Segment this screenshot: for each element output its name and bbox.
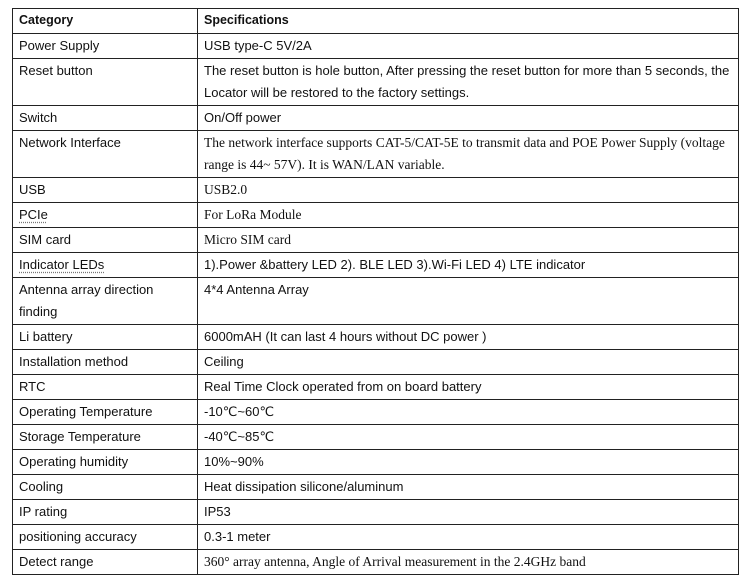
row-category-text: Indicator LEDs xyxy=(19,257,105,272)
row-spec: 6000mAH (It can last 4 hours without DC power ) xyxy=(198,325,739,350)
row-category: Operating Temperature xyxy=(13,400,198,425)
row-spec: Micro SIM card xyxy=(198,228,739,253)
table-row xyxy=(13,178,739,203)
header-specifications: Specifications xyxy=(198,9,739,34)
row-spec: -10℃~60℃ xyxy=(198,400,739,425)
row-spec: Ceiling xyxy=(198,350,739,375)
table-row xyxy=(13,278,739,325)
row-spec: 360° array antenna, Angle of Arrival measurement in the 2.4GHz band xyxy=(198,550,739,575)
table-row xyxy=(13,425,739,450)
row-spec: USB type-C 5V/2A xyxy=(198,34,739,59)
row-spec: The reset button is hole button, After pressing the reset button for more than 5 seconds, the Locator will be restored to the factory settings. xyxy=(198,59,739,106)
row-category: Network Interface xyxy=(13,131,198,178)
row-category: Storage Temperature xyxy=(13,425,198,450)
row-spec: Real Time Clock operated from on board battery xyxy=(198,375,739,400)
row-spec: Heat dissipation silicone/aluminum xyxy=(198,475,739,500)
table-row xyxy=(13,525,739,550)
header-category: Category xyxy=(13,9,198,34)
row-category: RTC xyxy=(13,375,198,400)
table-row xyxy=(13,203,739,228)
row-category: SIM card xyxy=(13,228,198,253)
table-row xyxy=(13,34,739,59)
table-row xyxy=(13,350,739,375)
row-category: Li battery xyxy=(13,325,198,350)
row-category: USB xyxy=(13,178,198,203)
table-row xyxy=(13,253,739,278)
table-row xyxy=(13,450,739,475)
row-category xyxy=(13,203,198,228)
row-category: Switch xyxy=(13,106,198,131)
row-category-text: PCIe xyxy=(19,207,48,222)
row-category: Antenna array direction finding xyxy=(13,278,198,325)
row-category: Operating humidity xyxy=(13,450,198,475)
row-category: positioning accuracy xyxy=(13,525,198,550)
table-row xyxy=(13,59,739,106)
table-row xyxy=(13,475,739,500)
row-category: IP rating xyxy=(13,500,198,525)
table-row xyxy=(13,375,739,400)
row-spec: -40℃~85℃ xyxy=(198,425,739,450)
row-spec: For LoRa Module xyxy=(198,203,739,228)
table-row xyxy=(13,400,739,425)
row-category: Cooling xyxy=(13,475,198,500)
row-category: Installation method xyxy=(13,350,198,375)
row-spec: On/Off power xyxy=(198,106,739,131)
row-spec: 10%~90% xyxy=(198,450,739,475)
table-header-row xyxy=(13,9,739,34)
row-spec: The network interface supports CAT-5/CAT-5E to transmit data and POE Power Supply (voltage range is 44~ 57V). It is WAN/LAN variable. xyxy=(198,131,739,178)
row-category xyxy=(13,253,198,278)
table-row xyxy=(13,325,739,350)
row-category: Power Supply xyxy=(13,34,198,59)
table-row xyxy=(13,131,739,178)
table-row xyxy=(13,228,739,253)
row-spec: 4*4 Antenna Array xyxy=(198,278,739,325)
table-row xyxy=(13,500,739,525)
row-category: Reset button xyxy=(13,59,198,106)
specifications-table xyxy=(12,8,739,575)
row-spec: 1).Power &battery LED 2). BLE LED 3).Wi-Fi LED 4) LTE indicator xyxy=(198,253,739,278)
table-row xyxy=(13,106,739,131)
table-row xyxy=(13,550,739,575)
row-spec: USB2.0 xyxy=(198,178,739,203)
row-spec: IP53 xyxy=(198,500,739,525)
row-category: Detect range xyxy=(13,550,198,575)
row-spec: 0.3-1 meter xyxy=(198,525,739,550)
